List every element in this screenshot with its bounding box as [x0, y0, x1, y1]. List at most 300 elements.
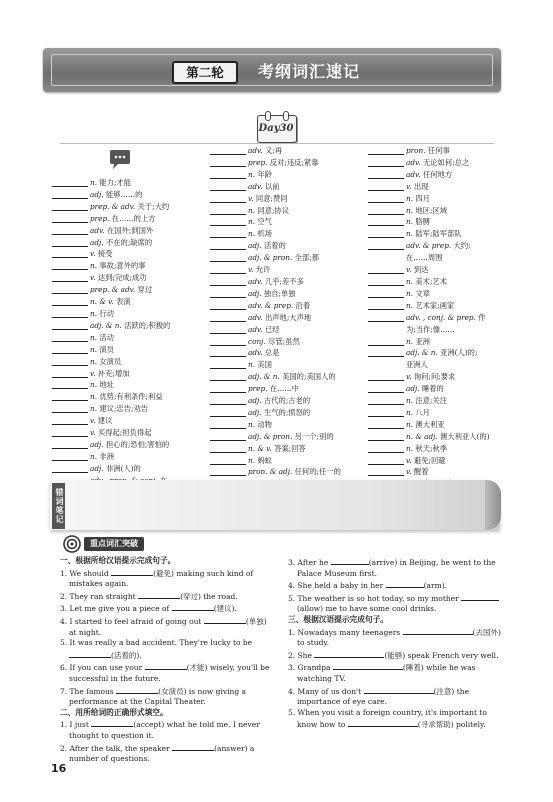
- vocab-definition: [248, 252, 319, 264]
- answer-blank[interactable]: [52, 379, 88, 389]
- answer-blank[interactable]: [210, 359, 246, 369]
- notes-tab: 错词笔记: [52, 483, 65, 529]
- exercise-text: 1. I just: [60, 720, 92, 730]
- meaning: 在……中: [269, 384, 299, 394]
- answer-blank[interactable]: [368, 288, 404, 298]
- part-of-speech: adv.: [248, 276, 263, 286]
- vocab-definition: [248, 359, 272, 371]
- exercise-text: (arrive) in Beijing, he went to the Palace Museum first.: [297, 558, 496, 578]
- part-of-speech: n.: [406, 288, 414, 298]
- part-of-speech: n.: [248, 169, 256, 179]
- part-of-speech: v.: [406, 181, 412, 191]
- vocab-definition: [90, 368, 130, 380]
- answer-blank[interactable]: [210, 169, 246, 179]
- answer-blank[interactable]: [210, 193, 246, 203]
- vocab-row: [210, 276, 362, 288]
- part-of-speech: n.: [248, 229, 256, 239]
- speech-bubble-icon: [108, 149, 132, 171]
- meaning: 非洲: [99, 451, 114, 461]
- vocab-definition: [406, 359, 428, 371]
- part-of-speech: adj.: [90, 439, 104, 449]
- meaning: 以前: [264, 181, 280, 191]
- part-of-speech: adj. & n.: [248, 372, 280, 382]
- part-of-speech: adj.: [248, 407, 262, 417]
- exercise-item: [60, 590, 275, 603]
- vocab-row: [368, 455, 508, 467]
- part-of-speech: adj.: [248, 396, 262, 406]
- vocab-definition: [406, 347, 477, 359]
- answer-blank[interactable]: [368, 169, 404, 179]
- answer-blank[interactable]: [368, 455, 404, 465]
- part-of-speech: n.: [248, 419, 256, 429]
- vocab-row: [210, 443, 362, 455]
- exercise-text: (answer) a number of questions.: [69, 743, 255, 764]
- vocab-row: [52, 189, 204, 201]
- vocab-definition: [406, 181, 429, 193]
- meaning: 出声地;大声地: [264, 312, 312, 322]
- answer-blank[interactable]: [368, 205, 404, 215]
- vocab-row: [368, 181, 508, 193]
- part-of-speech: n. & v.: [90, 297, 114, 307]
- meaning: 达到;完成;成功: [97, 273, 147, 283]
- part-of-speech: adj.: [90, 237, 104, 247]
- vocab-definition: [248, 443, 306, 455]
- answer-blank[interactable]: [52, 284, 88, 294]
- vocab-definition: [248, 431, 334, 443]
- vocab-row: [52, 463, 204, 475]
- vocab-row: [210, 157, 362, 169]
- vocab-row: [210, 431, 362, 443]
- answer-blank[interactable]: [52, 391, 88, 401]
- vocab-row: [368, 145, 508, 157]
- exercise-text: (女演员) is now giving a performance at the Capital Theater.: [69, 686, 246, 707]
- part-of-speech: pron.: [406, 146, 426, 155]
- vocab-row: [52, 356, 204, 368]
- vocab-definition: [406, 276, 447, 288]
- meaning: 非洲(人)的: [105, 463, 141, 473]
- vocab-row: [368, 264, 508, 276]
- meaning: 买得起;担负得起: [97, 428, 152, 438]
- answer-blank[interactable]: [368, 300, 404, 310]
- exercise-text: 3. Grandpa: [288, 663, 333, 673]
- exercise-text: (arm).: [423, 581, 447, 591]
- vocab-row: [52, 391, 204, 403]
- answer-blank[interactable]: [52, 248, 88, 258]
- part-of-speech: adj. & pron.: [248, 431, 293, 441]
- vocab-row: [368, 347, 508, 359]
- part-of-speech: n.: [406, 229, 414, 239]
- answer-blank[interactable]: [210, 347, 246, 357]
- exercise-text: 1. We should: [60, 568, 112, 578]
- meaning: 澳大利亚: [415, 419, 445, 429]
- answer-blank[interactable]: [210, 264, 246, 274]
- part-of-speech: v.: [90, 368, 96, 378]
- part-of-speech: n.: [90, 380, 98, 390]
- answer-blank[interactable]: [368, 216, 404, 226]
- meaning: 同意;协议: [257, 205, 290, 215]
- answer-blank[interactable]: [210, 288, 246, 298]
- meaning: 接受: [97, 249, 113, 259]
- vocab-row: [368, 276, 508, 288]
- meaning: 活着的: [263, 241, 286, 251]
- vocab-row: [52, 403, 204, 415]
- meaning: 亚洲: [415, 336, 430, 346]
- meaning: 已经: [264, 324, 280, 334]
- vocab-row: [210, 169, 362, 181]
- vocab-row: [210, 347, 362, 359]
- vocab-row: [368, 216, 508, 228]
- vocab-definition: [406, 288, 430, 300]
- answer-blank[interactable]: [210, 228, 246, 238]
- vocab-row: [210, 145, 362, 157]
- exercise-heading: 二、用所给词的正确形式填空。: [60, 707, 168, 717]
- vocab-row: [52, 177, 204, 189]
- answer-blank[interactable]: [52, 368, 88, 378]
- fill-in-blank[interactable]: [348, 718, 418, 727]
- exercise-item: [60, 602, 275, 615]
- vocab-definition: [90, 237, 152, 249]
- vocab-definition: [90, 320, 170, 332]
- answer-blank[interactable]: [52, 225, 88, 235]
- vocab-definition: [248, 276, 304, 288]
- answer-blank[interactable]: [210, 300, 246, 310]
- vocab-definition: [406, 264, 429, 276]
- meaning: 任何的;任一的: [294, 467, 341, 477]
- answer-blank[interactable]: [52, 332, 88, 342]
- vocab-definition: [248, 157, 319, 169]
- answer-blank[interactable]: [52, 427, 88, 437]
- answer-blank[interactable]: [210, 312, 246, 322]
- vocab-definition: [90, 415, 113, 427]
- meaning: 四月: [415, 193, 430, 203]
- exercise-text: 2. She: [288, 650, 315, 660]
- exercise-item: [288, 579, 503, 592]
- fill-in-blank[interactable]: [314, 649, 384, 658]
- answer-blank[interactable]: [210, 371, 246, 381]
- answer-blank[interactable]: [210, 324, 246, 334]
- part-of-speech: n. & v.: [248, 443, 272, 453]
- exercise-item: [288, 708, 503, 731]
- vocab-definition: [90, 356, 121, 368]
- fill-in-blank[interactable]: [116, 685, 158, 694]
- part-of-speech: n.: [90, 392, 98, 402]
- vocab-definition: [90, 332, 114, 344]
- part-of-speech: n.: [406, 276, 414, 286]
- vocab-row: [210, 205, 362, 217]
- vocab-row: [210, 455, 362, 467]
- answer-blank[interactable]: [210, 419, 246, 429]
- answer-blank[interactable]: [52, 189, 88, 199]
- vocab-row: [368, 383, 508, 395]
- meaning: 在……周围: [406, 253, 443, 263]
- meaning: 任何地方: [422, 169, 453, 179]
- vocab-row: [210, 288, 362, 300]
- fill-in-blank[interactable]: [331, 556, 369, 565]
- fill-in-blank[interactable]: [204, 615, 246, 624]
- answer-blank[interactable]: [210, 395, 246, 405]
- answer-blank[interactable]: [210, 336, 246, 346]
- vocab-definition: [90, 463, 141, 475]
- part-of-speech: pron. & adj.: [248, 467, 293, 477]
- answer-blank[interactable]: [368, 336, 404, 346]
- fill-in-blank[interactable]: [172, 742, 214, 751]
- answer-blank[interactable]: [52, 403, 88, 413]
- answer-blank[interactable]: [368, 383, 404, 393]
- part-of-speech: v.: [406, 265, 412, 275]
- vocab-row: [368, 371, 508, 383]
- vocab-definition: [406, 205, 447, 217]
- vocab-definition: [90, 379, 114, 391]
- exercise-item: [288, 626, 503, 649]
- answer-blank[interactable]: [210, 157, 246, 167]
- vocab-row: [210, 193, 362, 205]
- fill-in-blank[interactable]: [138, 590, 180, 599]
- answer-blank[interactable]: [210, 181, 246, 191]
- vocab-definition: [90, 225, 153, 237]
- vocab-definition: [248, 228, 272, 240]
- part-of-speech: n.: [90, 451, 98, 461]
- vocab-row: [210, 359, 362, 371]
- meaning: 能力;才能: [99, 178, 132, 187]
- part-of-speech: n.: [406, 419, 414, 429]
- answer-blank[interactable]: [52, 237, 88, 247]
- vocab-definition: [248, 336, 300, 348]
- exercise-item: [60, 615, 275, 638]
- meaning: 担心的;恐怕;害怕的: [105, 439, 170, 449]
- vocab-definition: [406, 455, 446, 467]
- part-of-speech: adj.: [248, 241, 262, 251]
- vocab-row: [210, 419, 362, 431]
- vocab-definition: [406, 431, 490, 443]
- meaning: 穿过: [137, 285, 153, 295]
- answer-blank[interactable]: [52, 272, 88, 282]
- answer-blank[interactable]: [368, 466, 404, 476]
- meaning: 优势;有利条件;利益: [99, 392, 163, 402]
- answer-blank[interactable]: [210, 240, 246, 250]
- day-label: Day30: [258, 123, 294, 134]
- fill-in-blank[interactable]: [172, 602, 214, 611]
- meaning: 美术;艺术: [415, 276, 448, 286]
- part-of-speech: v.: [406, 372, 412, 382]
- answer-blank[interactable]: [52, 439, 88, 449]
- fill-in-blank[interactable]: [91, 718, 133, 727]
- vocab-definition: [248, 395, 310, 407]
- answer-blank[interactable]: [210, 455, 246, 465]
- part-of-speech: v.: [90, 428, 96, 438]
- vocab-row: [368, 169, 508, 181]
- answer-blank[interactable]: [210, 145, 246, 155]
- part-of-speech: n.: [248, 455, 256, 465]
- fill-in-blank[interactable]: [461, 592, 499, 601]
- vocab-definition: [90, 213, 156, 225]
- answer-blank[interactable]: [368, 371, 404, 381]
- part-of-speech: n.: [406, 396, 414, 406]
- vocab-definition: [406, 169, 452, 181]
- answer-blank[interactable]: [52, 201, 88, 211]
- answer-blank[interactable]: [368, 419, 404, 429]
- vocab-definition: [248, 145, 282, 157]
- answer-blank[interactable]: [52, 451, 88, 461]
- answer-blank[interactable]: [210, 407, 246, 417]
- meaning: 澳大利亚人(的): [440, 431, 490, 441]
- fill-in-blank[interactable]: [364, 685, 434, 694]
- meaning: 亚洲人: [406, 360, 428, 370]
- answer-blank[interactable]: [210, 431, 246, 441]
- vocab-definition: [90, 308, 114, 320]
- meaning: 醒着: [413, 467, 429, 477]
- vocab-definition: [248, 216, 272, 228]
- answer-blank[interactable]: [368, 181, 404, 191]
- vocab-row: [368, 431, 508, 443]
- fill-in-blank[interactable]: [333, 661, 403, 670]
- meaning: 演员: [99, 344, 114, 354]
- part-of-speech: v.: [406, 467, 412, 477]
- answer-blank[interactable]: [210, 252, 246, 262]
- exercise-item: [288, 661, 503, 684]
- answer-blank[interactable]: [368, 395, 404, 405]
- answer-blank[interactable]: [368, 276, 404, 286]
- answer-blank[interactable]: [210, 216, 246, 226]
- vocab-definition: [248, 466, 341, 478]
- vocab-row: [52, 368, 204, 380]
- meaning: 陆军;陆军部队: [415, 229, 462, 239]
- meaning: 美国的;美国人的: [282, 372, 336, 382]
- answer-blank[interactable]: [368, 443, 404, 453]
- exercise-text: (accept) what he told me. I never thought to question it.: [69, 720, 260, 740]
- meaning: 建议: [97, 416, 113, 426]
- vocab-row: [368, 466, 508, 478]
- answer-blank[interactable]: [210, 276, 246, 286]
- meaning: 出现: [413, 181, 429, 191]
- vocab-row: [368, 300, 508, 312]
- meaning: 动物: [257, 419, 272, 429]
- answer-blank[interactable]: [368, 240, 404, 250]
- part-of-speech: n.: [248, 360, 256, 370]
- fill-in-blank[interactable]: [145, 661, 187, 670]
- answer-blank[interactable]: [52, 356, 88, 366]
- vocab-row: [368, 205, 508, 217]
- page-number: 16: [51, 762, 67, 775]
- part-of-speech: adj. & pron.: [248, 253, 293, 263]
- round-tag: 第二轮: [172, 61, 238, 84]
- answer-blank[interactable]: [52, 296, 88, 306]
- vocab-row: [52, 284, 204, 296]
- exercise-text: 4. She held a baby in her: [288, 581, 386, 591]
- part-of-speech: adj.: [406, 384, 420, 394]
- vocab-row: [52, 451, 204, 463]
- meaning: 答案;回答: [274, 443, 306, 453]
- answer-blank[interactable]: [210, 466, 246, 476]
- fill-in-blank[interactable]: [386, 579, 424, 588]
- answer-blank[interactable]: [52, 177, 88, 187]
- exercise-text: 2. After the talk, the speaker: [60, 743, 173, 753]
- part-of-speech: adv. , conj. & prep.: [406, 312, 476, 322]
- vocab-row: [210, 324, 362, 336]
- swirl-icon: [62, 535, 82, 553]
- vocab-row: [368, 240, 508, 252]
- vocab-definition: [248, 312, 311, 324]
- vocab-definition: [248, 181, 280, 193]
- part-of-speech: prep.: [248, 384, 268, 394]
- answer-blank[interactable]: [52, 320, 88, 330]
- meaning: 地址: [99, 380, 114, 390]
- meaning: 艺术家;画家: [415, 300, 455, 310]
- part-of-speech: n.: [90, 178, 98, 187]
- answer-blank[interactable]: [368, 407, 404, 417]
- fill-in-blank[interactable]: [111, 567, 153, 576]
- vocab-row: [52, 201, 204, 213]
- part-of-speech: prep.: [90, 213, 110, 223]
- part-of-speech: adv.: [248, 312, 263, 322]
- vocab-row: [210, 336, 362, 348]
- meaning: 到达: [413, 265, 429, 275]
- answer-blank[interactable]: [52, 213, 88, 223]
- vocab-definition: [406, 443, 447, 455]
- part-of-speech: v.: [90, 249, 96, 259]
- answer-blank[interactable]: [52, 415, 88, 425]
- answer-blank[interactable]: [368, 431, 404, 441]
- part-of-speech: v.: [90, 416, 96, 426]
- fill-in-blank[interactable]: [403, 626, 473, 635]
- answer-blank[interactable]: [368, 347, 404, 357]
- vocab-definition: [248, 455, 272, 467]
- meaning: 大约;: [453, 241, 471, 251]
- exercise-text: 2. They ran straight: [60, 591, 139, 601]
- answer-blank[interactable]: [368, 264, 404, 274]
- meaning: 补充;增加: [97, 368, 130, 378]
- answer-blank[interactable]: [210, 205, 246, 215]
- answer-blank[interactable]: [52, 260, 88, 270]
- answer-blank[interactable]: [368, 324, 406, 336]
- part-of-speech: n.: [90, 356, 98, 366]
- answer-blank[interactable]: [368, 359, 406, 371]
- answer-blank[interactable]: [368, 157, 404, 167]
- fill-in-blank[interactable]: [69, 649, 111, 658]
- answer-blank[interactable]: [52, 463, 88, 473]
- part-of-speech: conj.: [248, 336, 266, 346]
- meaning: 几乎;差不多: [264, 276, 304, 286]
- vocab-definition: [248, 169, 272, 181]
- exercise-text: (避免) making such kind of mistakes again.: [69, 568, 254, 589]
- answer-blank[interactable]: [368, 145, 404, 155]
- exercise-item: [60, 685, 275, 708]
- exercise-item: [60, 661, 275, 684]
- meaning: 女演员: [99, 356, 122, 366]
- answer-blank[interactable]: [210, 383, 246, 393]
- vocab-row: [210, 383, 362, 395]
- vocab-definition: [90, 439, 169, 451]
- part-of-speech: n.: [406, 205, 414, 215]
- answer-blank[interactable]: [368, 193, 404, 203]
- answer-blank[interactable]: [210, 443, 246, 453]
- exercise-text: (穿过) the road.: [180, 591, 238, 601]
- answer-blank[interactable]: [368, 228, 404, 238]
- exercise-text: (睡着) while he was watching TV.: [297, 663, 476, 683]
- meaning: 不在的;缺席的: [105, 237, 153, 247]
- meaning: 另一个;别的: [294, 431, 334, 441]
- answer-blank[interactable]: [52, 344, 88, 354]
- part-of-speech: adv. & prep.: [406, 241, 452, 251]
- vocab-row: [368, 228, 508, 240]
- exercise-text: (活着的).: [111, 650, 142, 660]
- vocab-row: [52, 320, 204, 332]
- vocab-definition: [90, 189, 142, 201]
- answer-blank[interactable]: [52, 308, 88, 318]
- answer-blank[interactable]: [368, 312, 404, 322]
- vocab-row: [368, 419, 508, 431]
- part-of-speech: adj.: [248, 288, 262, 298]
- answer-blank[interactable]: [368, 252, 406, 264]
